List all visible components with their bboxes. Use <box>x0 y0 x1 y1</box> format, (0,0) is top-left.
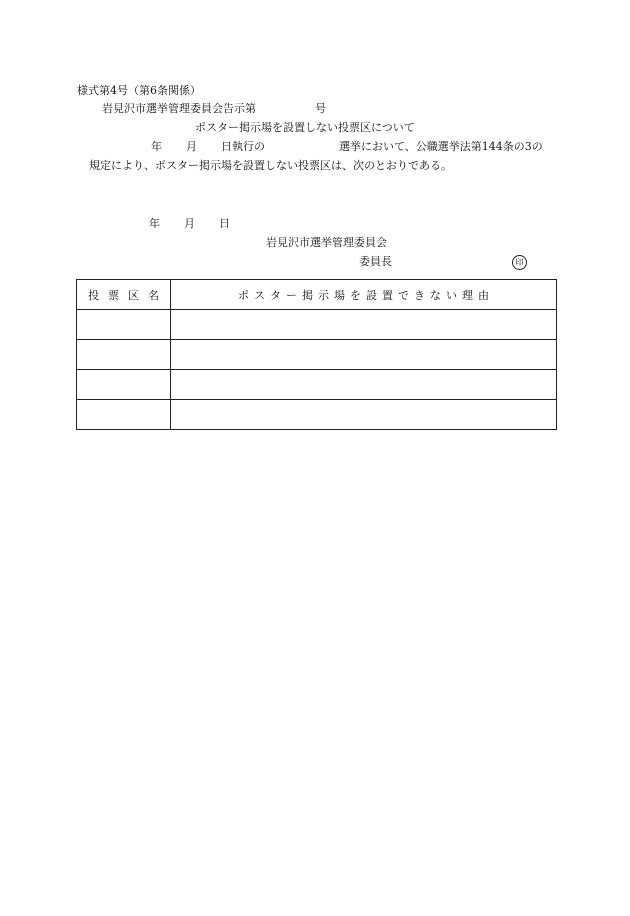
body-month: 月 <box>186 140 197 153</box>
district-cell <box>77 310 171 340</box>
reason-cell <box>171 370 557 400</box>
form-label: 様式第4号（第6条関係） <box>77 84 201 97</box>
table-row <box>77 400 557 430</box>
table-row <box>77 340 557 370</box>
table-row <box>77 310 557 340</box>
district-cell <box>77 400 171 430</box>
notice-number-prefix: 岩見沢市選挙管理委員会告示第 <box>102 102 256 115</box>
seal-mark: 印 <box>512 255 527 270</box>
header-polling-district: 投票区名 <box>77 280 171 310</box>
polling-district-table <box>76 279 557 430</box>
date-day: 日 <box>219 217 230 230</box>
reason-cell <box>171 340 557 370</box>
issuer-organization: 岩見沢市選挙管理委員会 <box>266 236 387 249</box>
date-month: 月 <box>184 217 195 230</box>
date-year: 年 <box>149 217 160 230</box>
issuer-chair: 委員長 <box>359 255 392 268</box>
district-cell <box>77 370 171 400</box>
district-cell <box>77 340 171 370</box>
body-election: 選挙において、公職選挙法第144条の3の <box>339 140 543 153</box>
reason-cell <box>171 310 557 340</box>
table-row <box>77 370 557 400</box>
reason-cell <box>171 400 557 430</box>
header-reason: ポスター掲示場を設置できない理由 <box>171 280 557 310</box>
body-year: 年 <box>151 140 162 153</box>
notice-number-suffix: 号 <box>315 102 326 115</box>
notice-title: ポスター掲示場を設置しない投票区について <box>195 121 415 134</box>
body-day-enforced: 日執行の <box>221 140 265 153</box>
table-header-row <box>77 280 557 310</box>
body-line2: 規定により、ポスター掲示場を設置しない投票区は、次のとおりである。 <box>89 159 452 172</box>
